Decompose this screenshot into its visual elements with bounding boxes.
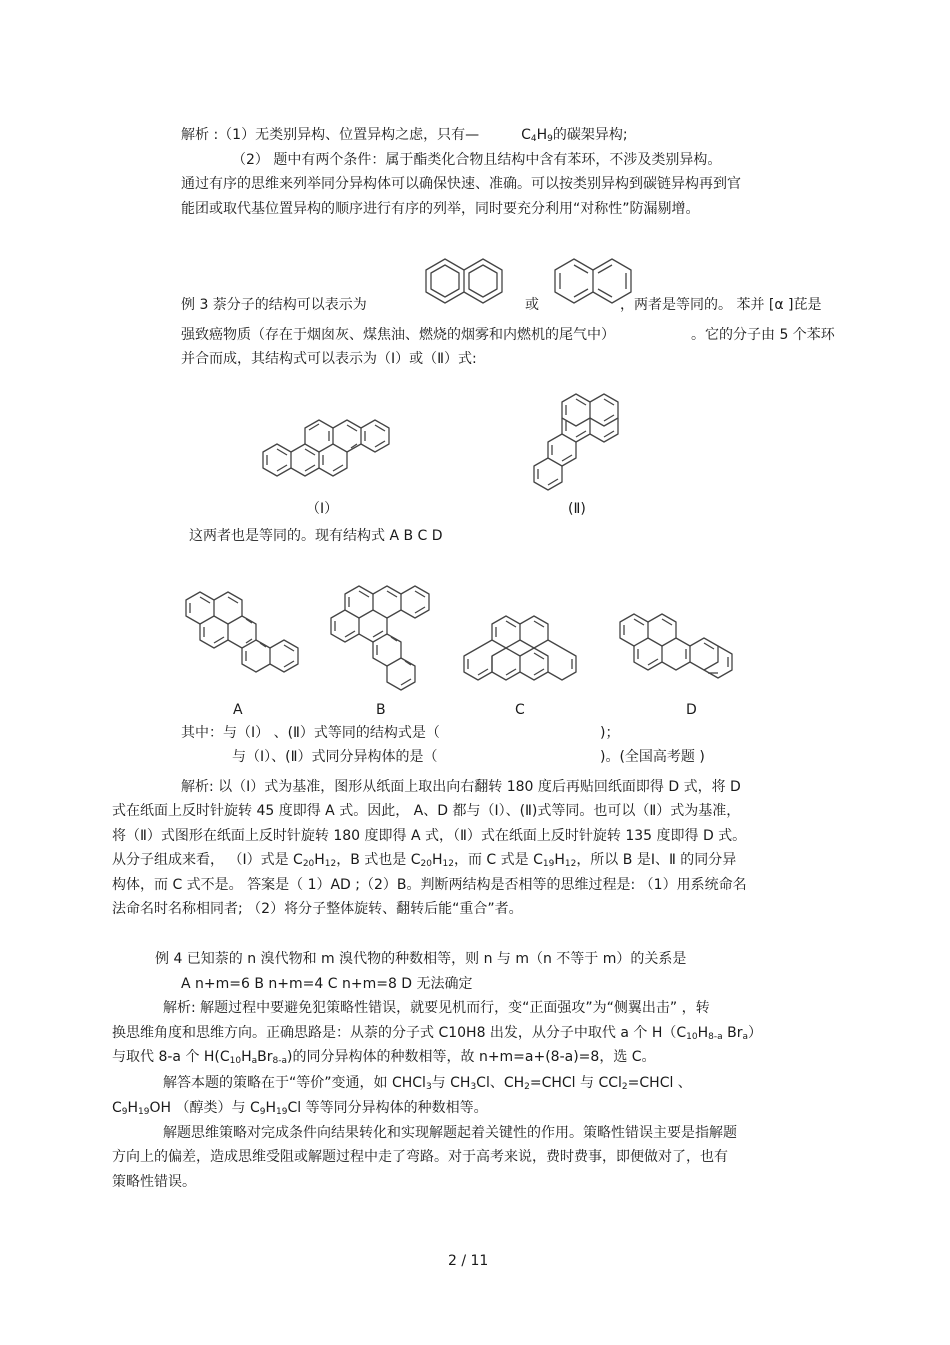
- example4-line4: 换思维角度和思维方向。正确思路是：从萘的分子式 C10H8 出发，从分子中取代 a 个 $H(C_{10}H_{8-a}$ $Br_a$）: [112, 1025, 762, 1042]
- analysis3-line3: 将（Ⅱ）式图形在纸面上反时针旋转 180 度即得 A 式，（Ⅱ）式在纸面上反时针旋转 135 度即得 D 式。: [112, 828, 747, 844]
- question1: 其中：与（Ⅰ） 、(Ⅱ）式等同的结构式是（: [181, 725, 440, 741]
- example3-line4: 这两者也是等同的。现有结构式 A B C D: [189, 528, 443, 544]
- label-A: A: [233, 702, 243, 718]
- example3-line2b: 。它的分子由 5 个苯环: [691, 327, 835, 343]
- question2-end: )。(全国高考题 ): [600, 749, 705, 765]
- example4-line7: $C_9H_{19}OH$ （醇类）与 $C_9H_{19}Cl$ 等等同分异构体的种数相等。: [112, 1100, 488, 1117]
- analysis1-line1: 解析 :（1）无类别异构、位置异构之虑，只有— $C_4H_9$的碳架异构;: [181, 127, 628, 144]
- example4-line5: 与取代 8-a 个 $H(C_{10}H_aBr_{8-a})$的同分异构体的种数相等，故 n+m=a+(8-a)=8，选 C。: [112, 1049, 656, 1066]
- benzopyrene-structure-I: [255, 400, 400, 492]
- analysis1-line2: （2） 题中有两个条件：属于酯类化合物且结构中含有苯环，不涉及类别异构。: [232, 152, 722, 168]
- example3-or: 或: [525, 297, 539, 313]
- label-C: C: [515, 702, 525, 718]
- analysis1-line3: 通过有序的思维来列举同分异构体可以确保快速、准确。可以按类别异构到碳链异构再到官: [181, 176, 741, 192]
- label-D: D: [686, 702, 697, 718]
- example4-line6: 解答本题的策略在于“等价”变通，如 CHCl$_3$与 $CH_3Cl$、$CH_2=CHCl$ 与 CCl$_2$=CHCl 、: [163, 1075, 692, 1092]
- example4-line3: 解析: 解题过程中要避免犯策略性错误，就要见机而行，变“正面强攻”为“侧翼出击” ，转: [163, 1000, 710, 1016]
- structure-D: [614, 608, 744, 690]
- example3-line2a: 强致癌物质（存在于烟囱灰、煤焦油、燃烧的烟雾和内燃机的尾气中）: [181, 327, 615, 343]
- structure-B: [323, 576, 433, 688]
- label-B: B: [376, 702, 386, 718]
- example4-options: A n+m=6 B n+m=4 C n+m=8 D 无法确定: [181, 976, 473, 992]
- label-structure-II: (Ⅱ): [568, 501, 586, 517]
- analysis3-line1: 解析: 以（Ⅰ）式为基准，图形从纸面上取出向右翻转 180 度后再贴回纸面即得 D 式，将 D: [181, 779, 741, 795]
- naphthalene-structure-1: [423, 258, 509, 304]
- example4-line9: 方向上的偏差，造成思维受阻或解题过程中走了弯路。对于高考来说，费时费事，即便做对了，也有: [112, 1149, 728, 1165]
- structure-A: [180, 578, 300, 690]
- analysis3-line5: 构体，而 C 式不是。 答案是（ 1）AD ;（2）B。判断两结构是否相等的思维过程是: （1）用系统命名: [112, 877, 747, 893]
- analysis3-line6: 法命名时名称相同者; （2）将分子整体旋转、翻转后能“重合”者。: [112, 901, 523, 917]
- question1-end: )；: [600, 725, 620, 741]
- example3-line3: 并合而成，其结构式可以表示为（Ⅰ）或（Ⅱ）式:: [181, 351, 477, 367]
- analysis3-line4: 从分子组成来看， （Ⅰ）式是 $C_{20}H_{12}$，B 式也是 $C_{20}H_{12}$，而 C 式是 $C_{19}H_{12}$，所以 B 是Ⅰ、Ⅱ 的同分异: [112, 852, 737, 869]
- example4-line8: 解题思维策略对完成条件向结果转化和实现解题起着关键性的作用。策略性错误主要是指解题: [163, 1125, 737, 1141]
- example4-line10: 策略性错误。: [112, 1174, 196, 1190]
- page-number: 2 / 11: [448, 1253, 489, 1269]
- example4-line1: 例 4 已知萘的 n 溴代物和 m 溴代物的种数相等，则 n 与 m（n 不等于 m）的关系是: [155, 951, 687, 967]
- analysis3-line2: 式在纸面上反时针旋转 45 度即得 A 式。因此， A、D 都与（Ⅰ）、(Ⅱ)式等同。也可以（Ⅱ）式为基准，: [112, 803, 741, 819]
- question2: 与（Ⅰ）、(Ⅱ）式同分异构体的是（: [232, 749, 438, 765]
- label-structure-I: （Ⅰ）: [306, 501, 339, 517]
- analysis1-line4: 能团或取代基位置异构的顺序进行有序的列举，同时要充分利用“对称性”防漏剔增。: [181, 201, 700, 217]
- benzopyrene-structure-II: [527, 380, 642, 490]
- example3-intro: 例 3 萘分子的结构可以表示为: [181, 297, 367, 313]
- example3-intro-rest: ，两者是等同的。 苯并 [α ]芘是: [620, 297, 822, 313]
- structure-C: [458, 610, 583, 692]
